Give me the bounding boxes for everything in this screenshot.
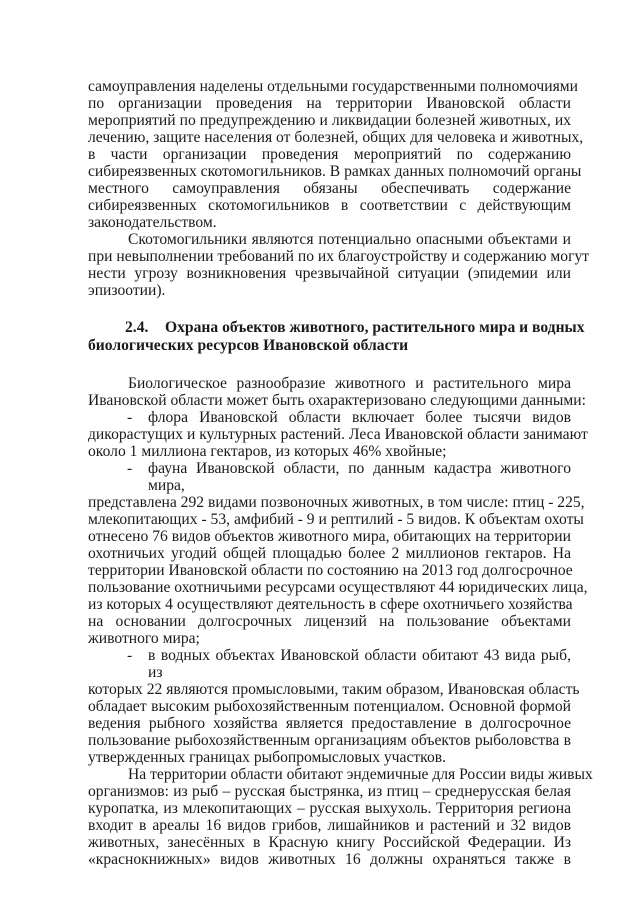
text-line: отнесено 76 видов объектов животного мира, обитающих на территории — [88, 528, 571, 545]
section-body — [88, 375, 593, 868]
text-line: На территории области обитают эндемичные для России виды живых — [128, 766, 593, 783]
text-line: дикорастущих и культурных растений. Леса Ивановской области занимают — [88, 426, 588, 443]
text-line: законодательством. — [88, 214, 217, 231]
text-line: утвержденных границах рыбопромысловых участков. — [88, 749, 447, 766]
text-line: местного самоуправления обязаны обеспечивать содержание — [88, 180, 571, 197]
text-line: куропатка, из млекопитающих – русская выхухоль. Территория региона — [88, 800, 571, 817]
text-line: организмов: из рыб – русская быстрянка, из птиц – среднерусская белая — [88, 783, 571, 800]
text-line: Биологическое разнообразие животного и растительного мира — [128, 375, 571, 392]
text-line: нести угрозу возникновения чрезвычайной ситуации (эпидемии или — [88, 265, 571, 282]
bullet-dash: - — [127, 460, 133, 477]
text-line: в части организации проведения мероприятий по содержанию — [88, 146, 571, 163]
text-line: лечению, защите населения от болезней, общих для человека и животных, — [88, 129, 584, 146]
section-number: 2.4. — [125, 319, 149, 336]
document-body — [88, 78, 593, 868]
text-line: обладает высоким рыбохозяйственным потенциалом. Основной формой — [88, 698, 571, 715]
bullet-text: в водных объектах Ивановской области обитают 43 вида рыб, из — [148, 647, 571, 681]
text-line: которых 22 являются промысловыми, таким образом, Ивановская область — [88, 681, 580, 698]
paragraph — [88, 766, 593, 868]
text-line: около 1 миллиона гектаров, из которых 46% хвойные; — [88, 443, 447, 460]
text-line: Ивановской области может быть охарактеризовано следующими данными: — [88, 392, 586, 409]
intro-section — [88, 78, 590, 299]
text-line: животного мира; — [88, 630, 200, 647]
text-line: ведения рыбного хозяйства является предоставление в долгосрочное — [88, 715, 571, 732]
text-line: охотничьих угодий общей площадью более 2 миллионов гектаров. На — [88, 545, 571, 562]
text-line: пользование рыбохозяйственным организациям объектов рыболовства в — [88, 732, 571, 749]
text-line: входит в ареалы 16 видов грибов, лишайников и растений и 32 видов — [88, 817, 571, 834]
text-line: по организации проведения на территории Ивановской области — [88, 95, 571, 112]
bullet-item — [88, 647, 580, 766]
paragraph — [88, 78, 584, 231]
text-line: мероприятий по предупреждению и ликвидации болезней животных, их — [88, 112, 571, 129]
text-line — [88, 460, 571, 494]
text-line: эпизоотии). — [88, 282, 166, 299]
text-line: территории Ивановской области по состоянию на 2013 год долгосрочное — [88, 562, 573, 579]
text-line: пользование охотничьими ресурсами осуществляют 44 юридических лица, — [88, 579, 588, 596]
text-line: сибиреязвенных скотомогильников. В рамках данных полномочий органы — [88, 163, 582, 180]
text-line: Скотомогильники являются потенциально опасными объектами и — [128, 231, 571, 248]
text-line: при невыполнении требований по их благоустройству и содержанию могут — [88, 248, 590, 265]
paragraph — [88, 231, 590, 299]
text-line: представлена 292 видами позвоночных животных, в том числе: птиц - 225, — [88, 494, 585, 511]
section-heading-line-1 — [88, 319, 585, 337]
section-title-part-1: Охрана объектов животного, растительного мира и водных — [165, 319, 585, 336]
section-title-part-2: биологических ресурсов Ивановской области — [88, 337, 409, 354]
text-line: животных, занесённых в Красную книгу Российской Федерации. Из — [88, 834, 571, 851]
bullet-item — [88, 460, 588, 647]
section-heading-line-2 — [88, 337, 571, 355]
text-line: из которых 4 осуществляют деятельность в сфере охотничьего хозяйства — [88, 596, 573, 613]
text-line — [88, 409, 571, 426]
bullet-dash: - — [127, 647, 133, 664]
bullet-text: фауна Ивановской области, по данным кадастра животного мира, — [148, 460, 571, 494]
bullet-text: флора Ивановской области включает более тысячи видов — [148, 409, 571, 426]
paragraph — [88, 375, 586, 409]
text-line: «краснокнижных» видов животных 16 должны охраняться также в — [88, 851, 571, 868]
bullet-item — [88, 409, 588, 460]
section-heading — [88, 319, 585, 355]
text-line: самоуправления наделены отдельными государственными полномочиями — [88, 78, 578, 95]
text-line — [88, 647, 571, 681]
text-line: на основании долгосрочных лицензий на пользование объектами — [88, 613, 571, 630]
text-line: сибиреязвенных скотомогильников в соответствии с действующим — [88, 197, 571, 214]
text-line: млекопитающих - 53, амфибий - 9 и рептилий - 5 видов. К объектам охоты — [88, 511, 584, 528]
bullet-dash: - — [127, 409, 133, 426]
